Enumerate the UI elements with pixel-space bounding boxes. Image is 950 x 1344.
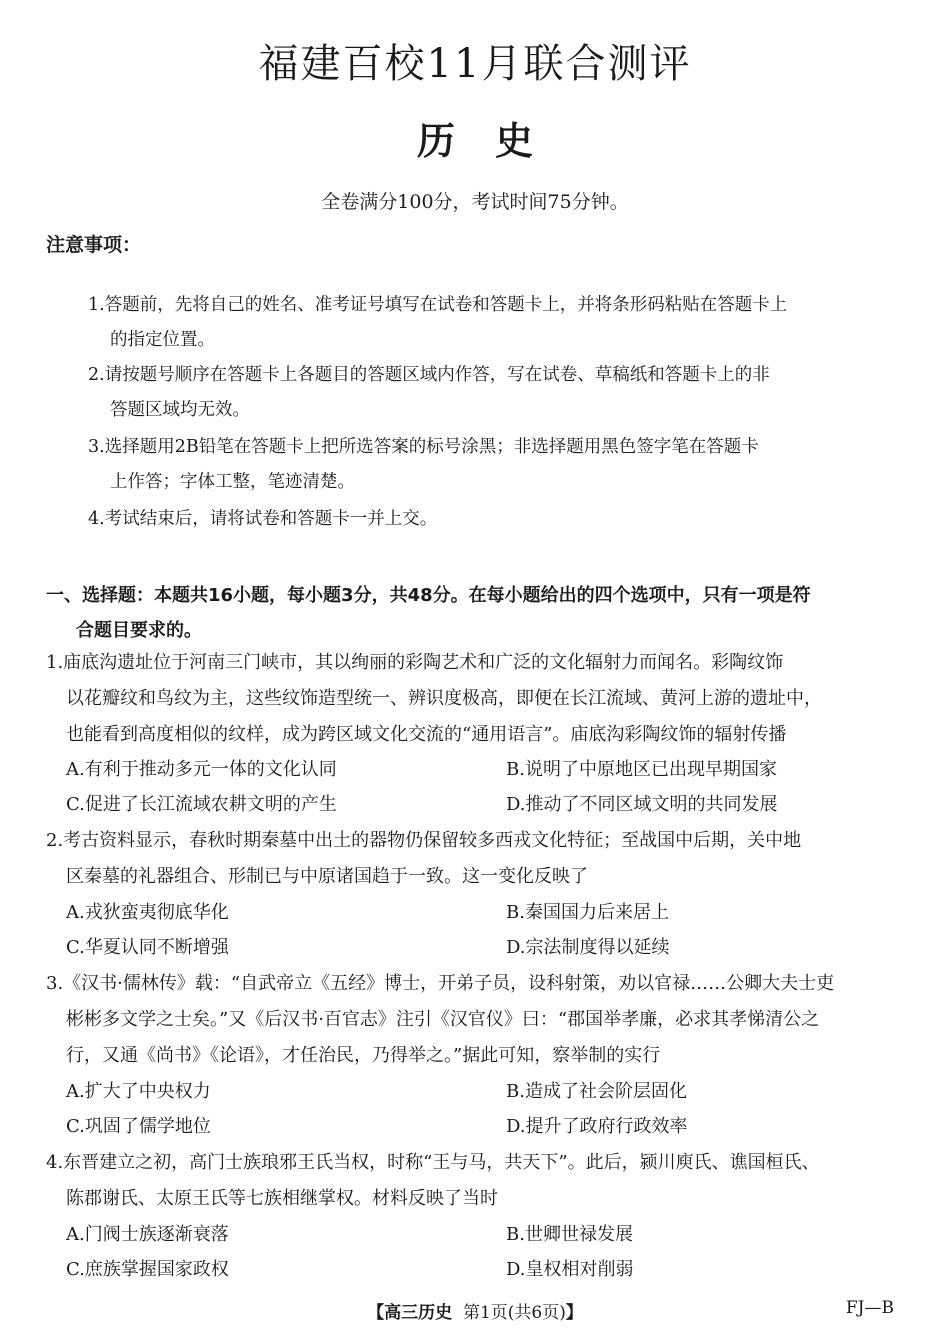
question-3 bbox=[46, 966, 906, 1074]
section-heading bbox=[46, 578, 906, 648]
question-4 bbox=[46, 1145, 906, 1217]
section-line: 一、选择题：本题共16小题，每小题3分，共48分。在每小题给出的四个选项中，只有一项是符 bbox=[46, 585, 811, 606]
option-b[interactable]: B.世卿世禄发展 bbox=[506, 1224, 633, 1245]
exam-info: 全卷满分100分，考试时间75分钟。 bbox=[321, 191, 629, 213]
option-c[interactable]: C.巩固了儒学地位 bbox=[66, 1116, 211, 1137]
question-1 bbox=[46, 645, 906, 753]
option-d[interactable]: D.提升了政府行政效率 bbox=[506, 1116, 688, 1137]
question-line: 1.庙底沟遗址位于河南三门峡市，其以绚丽的彩陶艺术和广泛的文化辐射力而闻名。彩陶纹饰 bbox=[46, 652, 784, 673]
question-line: 陈郡谢氏、太原王氏等七族相继掌权。材料反映了当时 bbox=[66, 1188, 498, 1209]
note-item bbox=[88, 358, 903, 428]
option-d[interactable]: D.宗法制度得以延续 bbox=[506, 937, 670, 958]
question-line: 以花瓣纹和鸟纹为主，这些纹饰造型统一、辨识度极高，即便在长江流域、黄河上游的遗址中， bbox=[66, 688, 822, 709]
question-line: 彬彬多文学之士矣。”又《后汉书·百官志》注引《汉官仪》曰：“郡国举孝廉，必求其孝悌清公之 bbox=[66, 1009, 820, 1030]
option-c[interactable]: C.促进了长江流域农耕文明的产生 bbox=[66, 794, 337, 815]
exam-subject: 历史 bbox=[416, 118, 573, 163]
option-a[interactable]: A.门阀士族逐渐衰落 bbox=[66, 1224, 229, 1245]
note-line: 的指定位置。 bbox=[110, 330, 215, 350]
question-line: 区秦墓的礼器组合、形制已与中原诸国趋于一致。这一变化反映了 bbox=[66, 866, 588, 887]
note-item bbox=[88, 502, 903, 537]
footer-bracket: 】 bbox=[565, 1303, 583, 1323]
option-a[interactable]: A.戎狄蛮夷彻底华化 bbox=[66, 902, 229, 923]
option-c[interactable]: C.庶族掌握国家政权 bbox=[66, 1259, 229, 1280]
note-line: 上作答；字体工整，笔迹清楚。 bbox=[110, 472, 355, 492]
question-line: 4.东晋建立之初，高门士族琅邪王氏当权，时称“王与马，共天下”。此后，颍川庾氏、谯国桓氏、 bbox=[46, 1152, 820, 1173]
question-line: 2.考古资料显示，春秋时期秦墓中出土的器物仍保留较多西戎文化特征；至战国中后期，关中地 bbox=[46, 830, 802, 851]
option-b[interactable]: B.说明了中原地区已出现早期国家 bbox=[506, 759, 777, 780]
note-line: 1.答题前，先将自己的姓名、准考证号填写在试卷和答题卡上，并将条形码粘贴在答题卡上 bbox=[88, 295, 788, 315]
note-line: 2.请按题号顺序在答题卡上各题目的答题区域内作答，写在试卷、草稿纸和答题卡上的非 bbox=[88, 365, 770, 385]
paper-code: FJ—B bbox=[845, 1298, 894, 1318]
option-b[interactable]: B.造成了社会阶层固化 bbox=[506, 1081, 687, 1102]
option-b[interactable]: B.秦国国力后来居上 bbox=[506, 902, 669, 923]
section-line: 合题目要求的。 bbox=[76, 620, 202, 641]
question-2 bbox=[46, 823, 906, 895]
note-line: 4.考试结束后，请将试卷和答题卡一并上交。 bbox=[88, 509, 438, 529]
notes-title: 注意事项： bbox=[46, 234, 142, 256]
option-a[interactable]: A.扩大了中央权力 bbox=[66, 1081, 211, 1102]
page-footer bbox=[0, 1298, 950, 1323]
option-c[interactable]: C.华夏认同不断增强 bbox=[66, 937, 229, 958]
footer-bracket: 【 bbox=[367, 1303, 385, 1323]
question-line: 3.《汉书·儒林传》载：“自武帝立《五经》博士，开弟子员，设科射策，劝以官禄……公卿大夫士吏 bbox=[46, 973, 835, 994]
question-line: 也能看到高度相似的纹样，成为跨区域文化交流的“通用语言”。庙底沟彩陶纹饰的辐射传播 bbox=[66, 724, 787, 745]
footer-course: 高三历史 bbox=[384, 1303, 453, 1323]
footer-page-number: 第1页(共6页) bbox=[462, 1303, 566, 1323]
option-d[interactable]: D.推动了不同区域文明的共同发展 bbox=[506, 794, 778, 815]
note-line: 3.选择题用2B铅笔在答题卡上把所选答案的标号涂黑；非选择题用黑色签字笔在答题卡 bbox=[88, 437, 759, 457]
note-line: 答题区域均无效。 bbox=[110, 400, 250, 420]
note-item bbox=[88, 430, 903, 500]
exam-title: 福建百校11月联合测评 bbox=[258, 41, 692, 87]
question-line: 行，又通《尚书》《论语》，才任治民，乃得举之。”据此可知，察举制的实行 bbox=[66, 1045, 661, 1066]
option-a[interactable]: A.有利于推动多元一体的文化认同 bbox=[66, 759, 337, 780]
option-d[interactable]: D.皇权相对削弱 bbox=[506, 1259, 634, 1280]
note-item bbox=[88, 288, 903, 358]
